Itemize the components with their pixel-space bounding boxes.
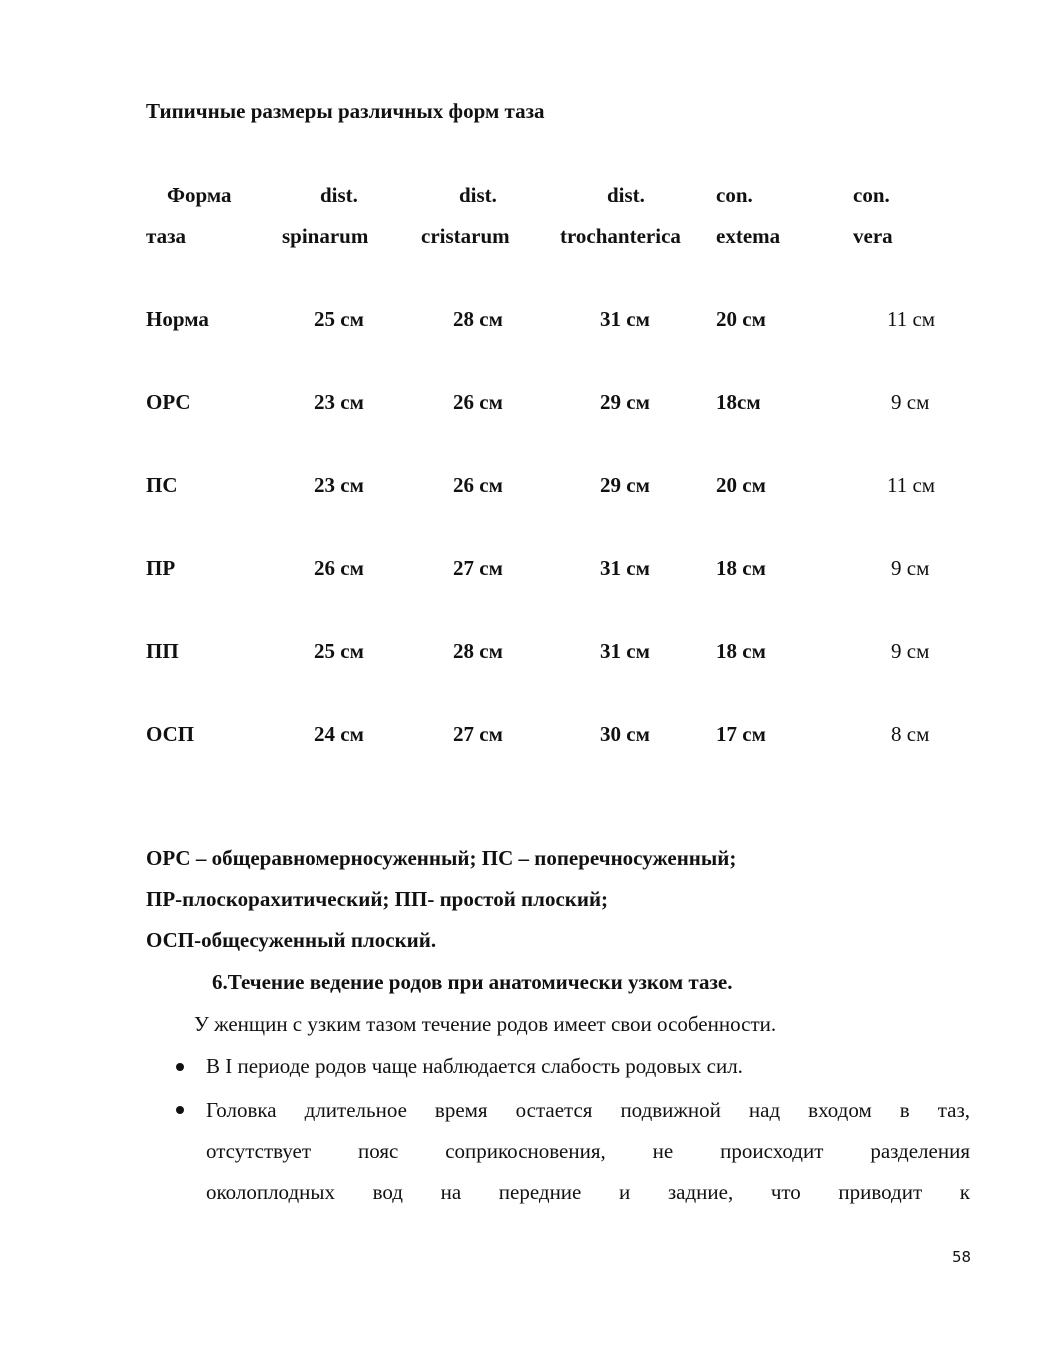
header-col2-line2: spinarum	[282, 224, 369, 248]
legend-line-1: ОРС – общеравномерносуженный; ПС – поперечносуженный;	[146, 846, 737, 870]
intro-paragraph: У женщин с узким тазом течение родов имеет свои особенности.	[194, 1012, 777, 1036]
cell-trochanterica: 31 см	[600, 639, 650, 663]
cell-vera: 9 см	[891, 390, 930, 414]
cell-vera: 11 см	[887, 473, 936, 497]
header-col4-line1: dist.	[607, 183, 645, 207]
header-col4-line2: trochanterica	[560, 224, 681, 248]
cell-form: ПС	[146, 473, 178, 497]
header-col5-line2: extema	[716, 224, 781, 248]
cell-cristarum: 28 см	[453, 639, 503, 663]
cell-form: ПР	[146, 556, 176, 580]
cell-cristarum: 28 см	[453, 307, 503, 331]
header-col1-line1: Форма	[167, 183, 232, 207]
cell-trochanterica: 31 см	[600, 307, 650, 331]
bullet-item-2-line-1: Головка длительное время остается подвижной над входом в таз,	[206, 1098, 970, 1122]
cell-cristarum: 26 см	[453, 390, 503, 414]
cell-extema: 20 см	[716, 473, 766, 497]
bullet-item-2-line-2: отсутствует пояс соприкосновения, не происходит разделения	[206, 1139, 970, 1163]
legend-line-3: ОСП-общесуженный плоский.	[146, 928, 437, 952]
cell-vera: 9 см	[891, 556, 930, 580]
header-col6-line2: vera	[853, 224, 893, 248]
cell-cristarum: 26 см	[453, 473, 503, 497]
bullet-item-1: В I периоде родов чаще наблюдается слабость родовых сил.	[206, 1054, 743, 1078]
section-heading: 6.Течение ведение родов при анатомически узком тазе.	[212, 970, 733, 994]
cell-spinarum: 26 см	[314, 556, 364, 580]
header-col3-line2: cristarum	[421, 224, 510, 248]
bullet-dot	[176, 1106, 184, 1114]
cell-cristarum: 27 см	[453, 556, 503, 580]
cell-form: ОРС	[146, 390, 191, 414]
cell-vera: 8 см	[891, 722, 930, 746]
cell-extema: 18 см	[716, 556, 766, 580]
cell-trochanterica: 29 см	[600, 473, 650, 497]
header-col5-line1: con.	[716, 183, 753, 207]
cell-form: ОСП	[146, 722, 195, 746]
table-title: Типичные размеры различных форм таза	[146, 99, 545, 123]
cell-vera: 9 см	[891, 639, 930, 663]
cell-trochanterica: 29 см	[600, 390, 650, 414]
cell-extema: 20 см	[716, 307, 766, 331]
cell-cristarum: 27 см	[453, 722, 503, 746]
header-col6-line1: con.	[853, 183, 890, 207]
cell-form: ПП	[146, 639, 179, 663]
cell-spinarum: 25 см	[314, 639, 364, 663]
cell-extema: 17 см	[716, 722, 766, 746]
cell-trochanterica: 30 см	[600, 722, 650, 746]
cell-extema: 18 см	[716, 639, 766, 663]
cell-spinarum: 23 см	[314, 473, 364, 497]
page-number: 58	[952, 1248, 972, 1266]
bullet-item-2-line-3: околоплодных вод на передние и задние, что приводит к	[206, 1180, 970, 1204]
cell-vera: 11 см	[887, 307, 936, 331]
cell-spinarum: 23 см	[314, 390, 364, 414]
cell-spinarum: 25 см	[314, 307, 364, 331]
header-col3-line1: dist.	[459, 183, 497, 207]
header-col1-line2: таза	[146, 224, 187, 248]
cell-extema: 18см	[716, 390, 761, 414]
cell-spinarum: 24 см	[314, 722, 364, 746]
header-col2-line1: dist.	[320, 183, 358, 207]
cell-trochanterica: 31 см	[600, 556, 650, 580]
cell-form: Норма	[146, 307, 209, 331]
legend-line-2: ПР-плоскорахитический; ПП- простой плоский;	[146, 887, 609, 911]
bullet-dot	[176, 1063, 184, 1071]
